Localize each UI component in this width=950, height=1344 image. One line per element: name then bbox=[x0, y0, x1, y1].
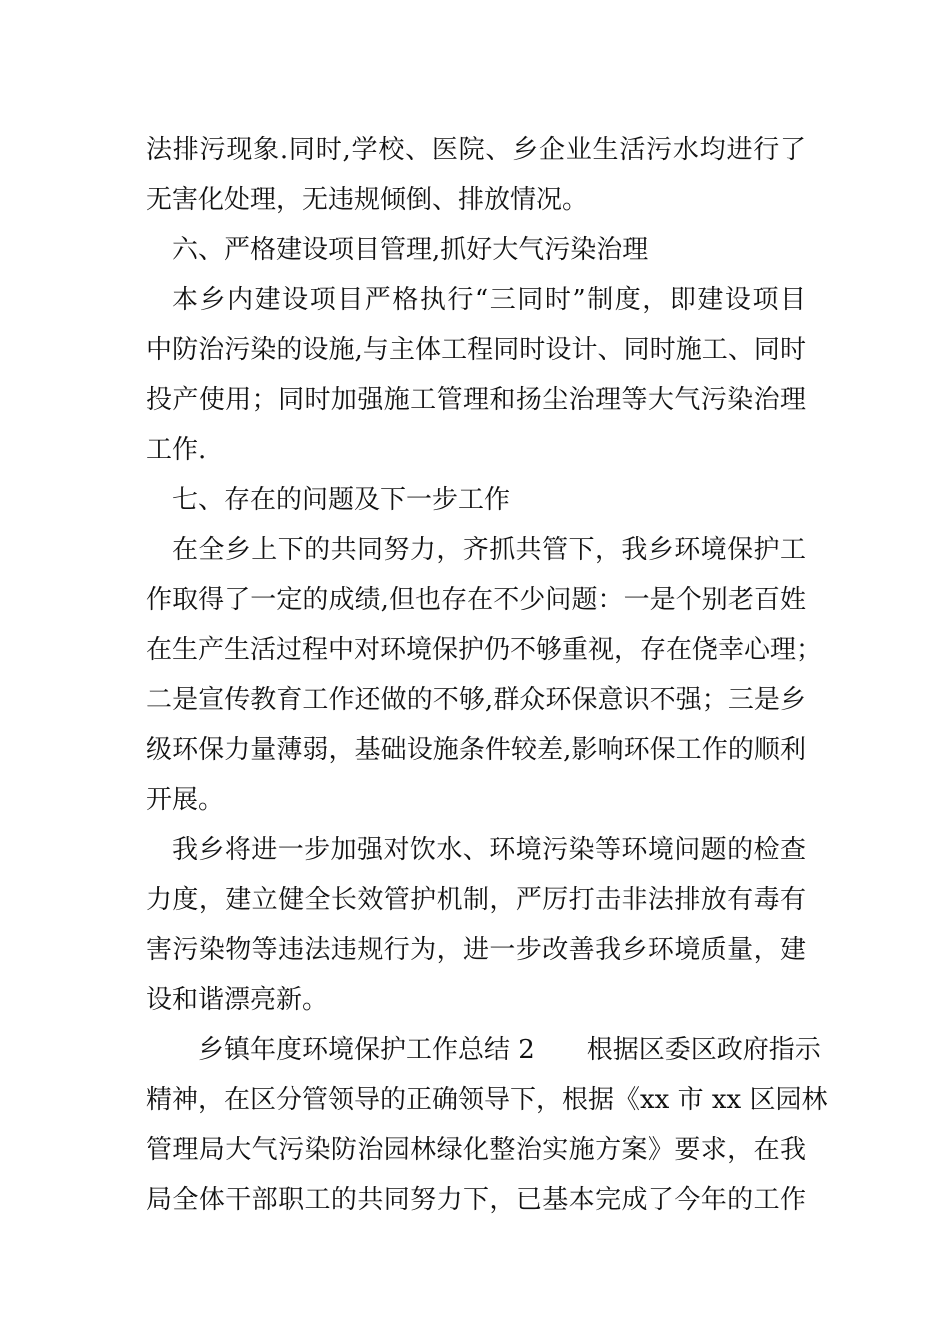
text-line: 无害化处理，无违规倾倒、排放情况。 bbox=[146, 185, 589, 215]
text-line: 级环保力量薄弱，基础设施条件较差,影响环保工作的顺利 bbox=[146, 735, 806, 765]
section-heading: 六、严格建设项目管理,抓好大气污染治理 bbox=[172, 235, 649, 265]
text-line: 在生产生活过程中对环境保护仍不够重视，存在侥幸心理； bbox=[146, 635, 823, 665]
text-line: 本乡内建设项目严格执行“三同时”制度，即建设项目 bbox=[172, 285, 806, 315]
text-line: 害污染物等违法违规行为，进一步改善我乡环境质量，建 bbox=[146, 935, 806, 965]
text-line: 中防治污染的设施,与主体工程同时设计、同时施工、同时 bbox=[146, 335, 806, 365]
text-line: 局全体干部职工的共同努力下，已基本完成了今年的工作 bbox=[146, 1185, 806, 1215]
text-line: 设和谐漂亮新。 bbox=[146, 985, 329, 1015]
text-line: 二是宣传教育工作还做的不够,群众环保意识不强；三是乡 bbox=[146, 685, 806, 715]
section-title-line: 乡镇年度环境保护工作总结 2 根据区委区政府指示 bbox=[198, 1035, 821, 1065]
text-line: 法排污现象.同时,学校、医院、乡企业生活污水均进行了 bbox=[146, 135, 806, 165]
text-line: 投产使用；同时加强施工管理和扬尘治理等大气污染治理 bbox=[146, 385, 806, 415]
text-line: 在全乡上下的共同努力，齐抓共管下，我乡环境保护工 bbox=[172, 535, 806, 565]
text-line: 我乡将进一步加强对饮水、环境污染等环境问题的检查 bbox=[172, 835, 806, 865]
text-line: 力度，建立健全长效管护机制，严厉打击非法排放有毒有 bbox=[146, 885, 806, 915]
text-line: 管理局大气污染防治园林绿化整治实施方案》要求，在我 bbox=[146, 1135, 806, 1165]
text-line: 工作. bbox=[146, 435, 207, 465]
text-line: 开展。 bbox=[146, 785, 225, 815]
section-heading: 七、存在的问题及下一步工作 bbox=[172, 485, 511, 515]
text-line: 作取得了一定的成绩,但也存在不少问题：一是个别老百姓 bbox=[146, 585, 806, 615]
text-line: 精神，在区分管领导的正确领导下，根据《xx 市 xx 区园林 bbox=[146, 1085, 828, 1115]
